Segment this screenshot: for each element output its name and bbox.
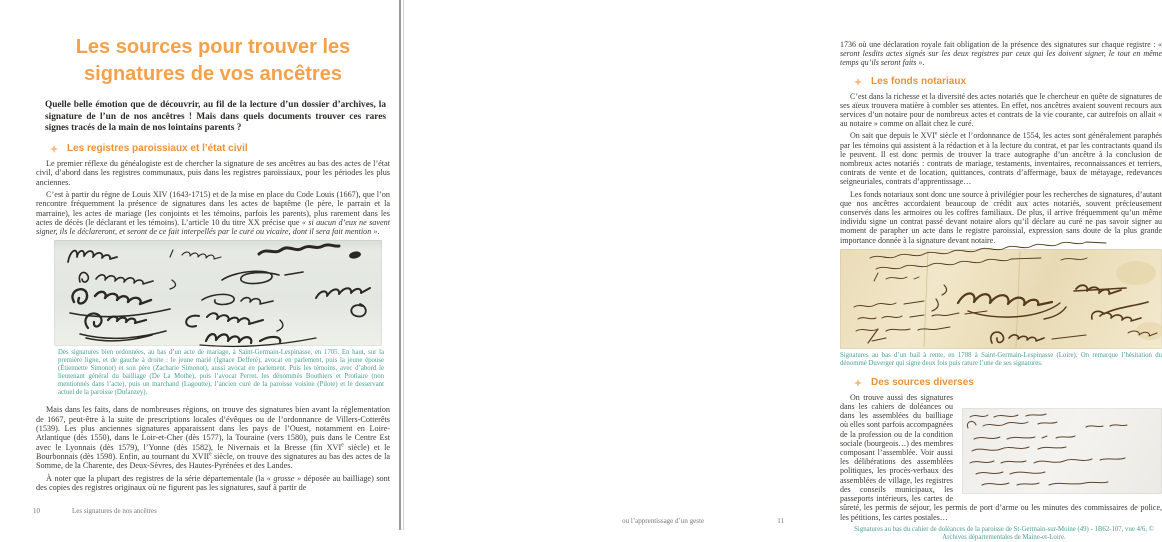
figure-caption-bail: Signatures au bas d’un bail à rente, en 1788 à Saint-Germain-Lespinasse (Loire). On remarque l’hésitation du dénommé Duverger qui signe deux fois puis rature l’une de ses signatures. [840,351,1162,367]
flower-ornament-icon [854,78,862,86]
running-title-right: ou l’apprentissage d’un geste [622,517,704,525]
paragraph-grosse: À noter que la plupart des registres de la série départementale (la « grosse » déposée au bailliage) sont des copies des registres originaux où ne figurent pas les signatures, sauf à partir de [36,473,390,492]
figure-marriage-signatures [54,240,382,346]
page-right [400,0,1162,541]
intro-paragraph: Quelle belle émotion que de découvrir, au fil de la lecture d’un dossier d’archives, la signature de l’un de nos ancêtres ! Mais dans quels documents trouver ces rares signes tracés de la main de nos lointains parents ? [45,100,386,134]
section-heading-label: Les fonds notariaux [871,75,967,87]
section-heading-registres [50,143,390,155]
page-left-column [36,0,390,495]
flower-ornament-icon [854,379,862,387]
figure-doleances-wrap [962,408,1162,494]
paragraph-richesse: C’est dans la richesse et la diversité des actes notariés que le chercheur en quête de signatures de ses aïeux trouvera matière à combler ses attentes. En effet, nos ancêtres avaient souvent recours aux services d’un notaire pour de nombreux actes et contrats de la vie courante, car autrefois on allait « au notaire » comme on allait chez le curé. [840,91,1162,129]
figure-bail-signatures [840,249,1162,349]
section-heading-label: Des sources diverses [871,376,974,388]
figure-caption-doleances: Signatures au bas du cahier de doléances de la paroisse de St-Germain-sur-Moine (49) - 1B62-107, vue 4/6, © Archives départementales de Maine-et-Loire. [854,525,1154,541]
signature-image-doleances [962,408,1162,494]
page-left [0,0,400,530]
flower-ornament-icon [50,145,58,153]
paragraph-fonds: Les fonds notariaux sont donc une source à privilégier pour les recherches de signatures, d’autant que nos ancêtres accordaient beaucoup de crédit aux actes notariés, souvent précieusement conservés dans les armoires ou les coffres familiaux. De plus, il arrive fréquemment qu’un même individu signe un contrat passé devant notaire alors qu’il déclare au curé ne pas savoir signer au moment de parapher un acte dans le registre paroissial, expression sans doute de la plus grande importance donnée à la signature devant notaire. [840,189,1162,245]
paragraph-1736: 1736 où une déclaration royale fait obligation de la présence des signatures sur chaque registre : « seront lesdits actes signés sur les deux registres par ceux qui les doivent signer, le tout en même temps qu’ils seront faits ». [840,40,1162,68]
signature-image-bail [840,249,1162,349]
running-title-left: Les signatures de nos ancêtres [72,507,157,515]
figure-doleances-signatures [962,408,1162,494]
doleances-block [840,393,1162,542]
paragraph-ordonnance: On sait que depuis le XVIe siècle et l’ordonnance de 1554, les actes sont généralement paraphés par les témoins qui assistent à la rédaction et à la lecture du contrat, et par les contractants quand ils le peuvent. Il est donc permis de trouver la trace autographe d’un ancêtre à la conclusion de nombreux actes notariés : contrats de mariage, testaments, inventaires, reconnaissances et terriers, contrats de vente et de location, quittances, contrats d’affermage, baux de métayage, redevances seigneuriales, contrats d’apprentissage… [840,130,1162,187]
section-heading-label: Les registres paroissiaux et l’état civil [67,143,248,155]
paragraph-regions: Mais dans les faits, dans de nombreuses régions, on trouve des signatures bien avant la réglementation de 1667, peut-être à la suite de prescriptions locales d’évêques ou de l’ordonnance de Villers-Cotterêts (1539). Les plus anciennes signatures apparaissent dans les pays de l’Ouest, notamment en Loire-Atlantique (dès 1550), dans le Loir-et-Cher (dès 1577), la Touraine (vers 1580), puis dans le Centre Est avec le Lyonnais (dès 1579), l’Yonne (dès 1582), le Nivernais et la Bresse (fin XVIe siècle) et le Bourbonnais (dès 1598). Enfin, au tournant du XVIIe siècle, on trouve des signatures au bas des actes de la Somme, de la Charente, des Deux-Sèvres, des Hautes-Pyrénées et des Landes. [36,405,390,471]
page-number-right: 11 [777,517,784,525]
page-right-column [840,0,1162,542]
chapter-title-line2: signatures de vos ancêtres [84,63,342,85]
paragraph-doleances: On trouve aussi des signatures dans les cahiers de doléances ou dans les assemblées du bailliage où elles sont parfois accompagnées de la profession ou de la condition sociale (bourgeois…) des membres composant l’assemblée. Voir aussi les délibérations des assemblées politiques, les procès-verbaux des assemblées de village, les registres des conseils municipaux, les passeports intérieurs, les cartes de sûreté, les permis de séjour, les permis de port d’arme ou les minutes des commissaires de police, les pétitions, les cartes postales… [840,392,1162,522]
paragraph-code-louis: C’est à partir du règne de Louis XIV (1643-1715) et de la mise en place du Code Louis (1667), que l’on rencontre fréquemment la présence de signatures dans les actes de baptême (le père, le parrain et la marraine), les actes de mariage (les conjoints et les témoins, parfois les parents), plus rarement dans les actes de décès (le déclarant et les témoins). L’article 10 du titre XX précise que « si aucun d’eux ne savent signer, ils le déclareront, et seront de ce fait interpellés par le curé ou vicaire, dont il sera fait mention ». [36,190,390,237]
signature-image-marriage [54,240,382,346]
figure-caption-marriage: Des signatures bien ordonnées, au bas d’un acte de mariage, à Saint-Germain-Lespinasse, en 1705. En haut, sur la première ligne, et de gauche à droite : le jeune marié (Ignace Defferé), avocat en parlement, puis la jeune épouse (Étiennette Simonot) et son père (Zacharie Simonot), aussi avocat en parlement. Puis les témoins, avec d’abord le lieutenant général du bailliage (De La Mothe), puis l’avocat Perret, les dénommés Bouthiers et Protlaire (non mentionnés dans l’acte), puis un marchand (Lagoutte), l’ancien curé de la paroisse voisine (Pilote) et le desservant actuel de la paroisse (Dufanzey). [58,349,384,397]
chapter-title-line1: Les sources pour trouver les [75,36,351,58]
section-heading-notariaux [854,76,1162,88]
page-number-left: 10 [33,507,40,515]
paragraph-premier-reflexe: Le premier réflexe du généalogiste est de chercher la signature de ses ancêtres au bas des actes de l’état civil, d’abord dans les registres communaux, puis dans les registres paroissiaux, pour les périodes les plus anciennes. [36,159,390,187]
chapter-title [36,34,390,88]
section-heading-diverses [854,377,1162,389]
